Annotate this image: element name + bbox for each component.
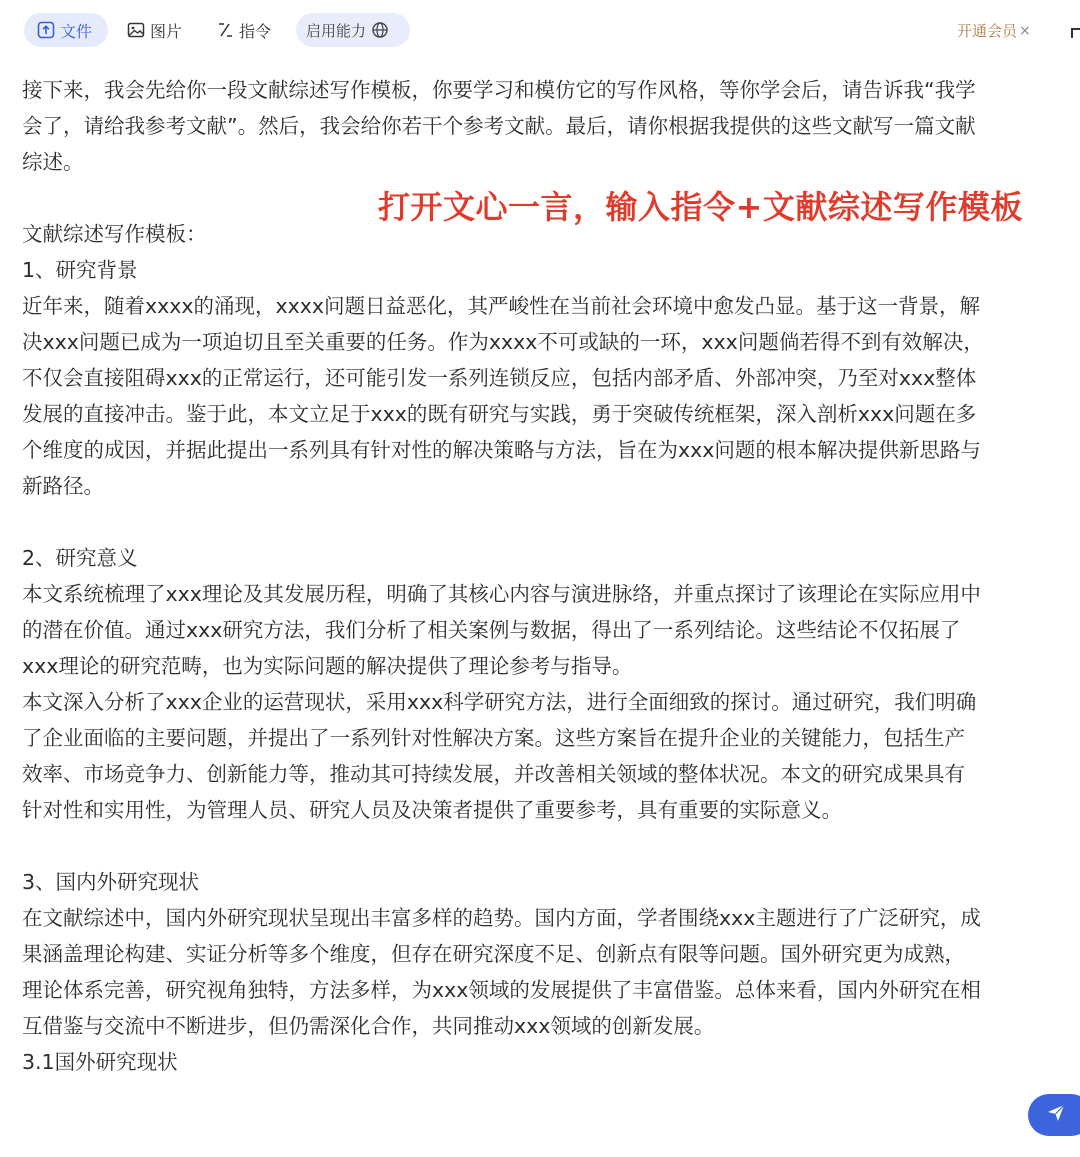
ability-button-label: 启用能力 [306,21,367,40]
section-heading: 1、研究背景 [22,258,138,282]
text-line: 针对性和实用性，为管理人员、研究人员及决策者提供了重要参考，具有重要的实际意义。 [22,798,842,822]
ability-button[interactable] [296,13,410,47]
member-link[interactable] [957,20,1031,41]
text-line: 综述。 [22,150,84,174]
text-line: 接下来，我会先给你一段文献综述写作模板，你要学习和模仿它的写作风格，等你学会后，请告诉我“我学 [22,78,976,102]
send-icon [1046,1103,1066,1127]
text-line: 本文深入分析了xxx企业的运营现状，采用xxx科学研究方法，进行全面细致的探讨。通过研究，我们明确 [22,690,977,714]
globe-icon [370,20,390,40]
text-line: 了企业面临的主要问题，并提出了一系列针对性解决方案。这些方案旨在提升企业的关键能力，包括生产 [22,726,965,750]
intro-paragraph [22,72,1062,180]
subsection-heading: 3.1国外研究现状 [22,1050,178,1074]
text-line: 新路径。 [22,474,104,498]
text-line: 会了，请给我参考文献”。然后，我会给你若干个参考文献。最后，请你根据我提供的这些文献写一篇文献 [22,114,976,138]
text-line: 个维度的成因，并据此提出一系列具有针对性的解决策略与方法，旨在为xxx问题的根本解决提供新思路与 [22,438,981,462]
upload-file-icon [36,20,56,40]
file-button[interactable] [24,13,108,47]
image-button[interactable] [126,13,182,47]
text-line: xxx理论的研究范畴，也为实际问题的解决提供了理论参考与指导。 [22,654,633,678]
status-paragraph [22,900,1062,1044]
template-heading: 文献综述写作模板： [22,222,207,246]
send-button[interactable] [1028,1094,1080,1136]
text-line: 近年来，随着xxxx的涌现，xxxx问题日益恶化，其严峻性在当前社会环境中愈发凸显。基于这一背景，解 [22,294,981,318]
text-line: 效率、市场竞争力、创新能力等，推动其可持续发展，并改善相关领域的整体状况。本文的研究成果具有 [22,762,965,786]
close-icon[interactable]: × [1019,22,1031,39]
input-toolbar [0,0,1080,62]
text-line: 理论体系完善，研究视角独特，方法多样，为xxx领域的发展提供了丰富借鉴。总体来看，国内外研究在相 [22,978,981,1002]
overlay-caption: 打开文心一言，输入指令+文献综述写作模板 [378,188,1023,226]
command-button-label: 指令 [239,21,272,41]
text-line: 的潜在价值。通过xxx研究方法，我们分析了相关案例与数据，得出了一系列结论。这些结论不仅拓展了 [22,618,961,642]
command-icon [215,20,235,40]
section-heading: 2、研究意义 [22,546,138,570]
command-button[interactable] [215,13,271,47]
significance-paragraph [22,576,1062,828]
file-button-label: 文件 [60,21,93,41]
text-line: 发展的直接冲击。鉴于此，本文立足于xxx的既有研究与实践，勇于突破传统框架，深入剖析xxx问题在多 [22,402,977,426]
image-button-label: 图片 [150,21,183,41]
text-line: 决xxx问题已成为一项迫切且至关重要的任务。作为xxxx不可或缺的一环，xxx问题倘若得不到有效解决， [22,330,984,354]
member-label: 开通会员 [957,22,1018,40]
text-line: 本文系统梳理了xxx理论及其发展历程，明确了其核心内容与演进脉络，并重点探讨了该理论在实际应用中 [22,582,981,606]
text-line: 互借鉴与交流中不断进步，但仍需深化合作，共同推动xxx领域的创新发展。 [22,1014,715,1038]
text-line: 在文献综述中，国内外研究现状呈现出丰富多样的趋势。国内方面，学者围绕xxx主题进行了广泛研究，成 [22,906,981,930]
text-line: 不仅会直接阻碍xxx的正常运行，还可能引发一系列连锁反应，包括内部矛盾、外部冲突，乃至对xxx整体 [22,366,977,390]
corner-arrow-icon [1071,28,1080,38]
text-line: 果涵盖理论构建、实证分析等多个维度，但存在研究深度不足、创新点有限等问题。国外研究更为成熟， [22,942,965,966]
section-heading: 3、国内外研究现状 [22,870,200,894]
image-icon [126,20,146,40]
background-paragraph [22,288,1062,504]
